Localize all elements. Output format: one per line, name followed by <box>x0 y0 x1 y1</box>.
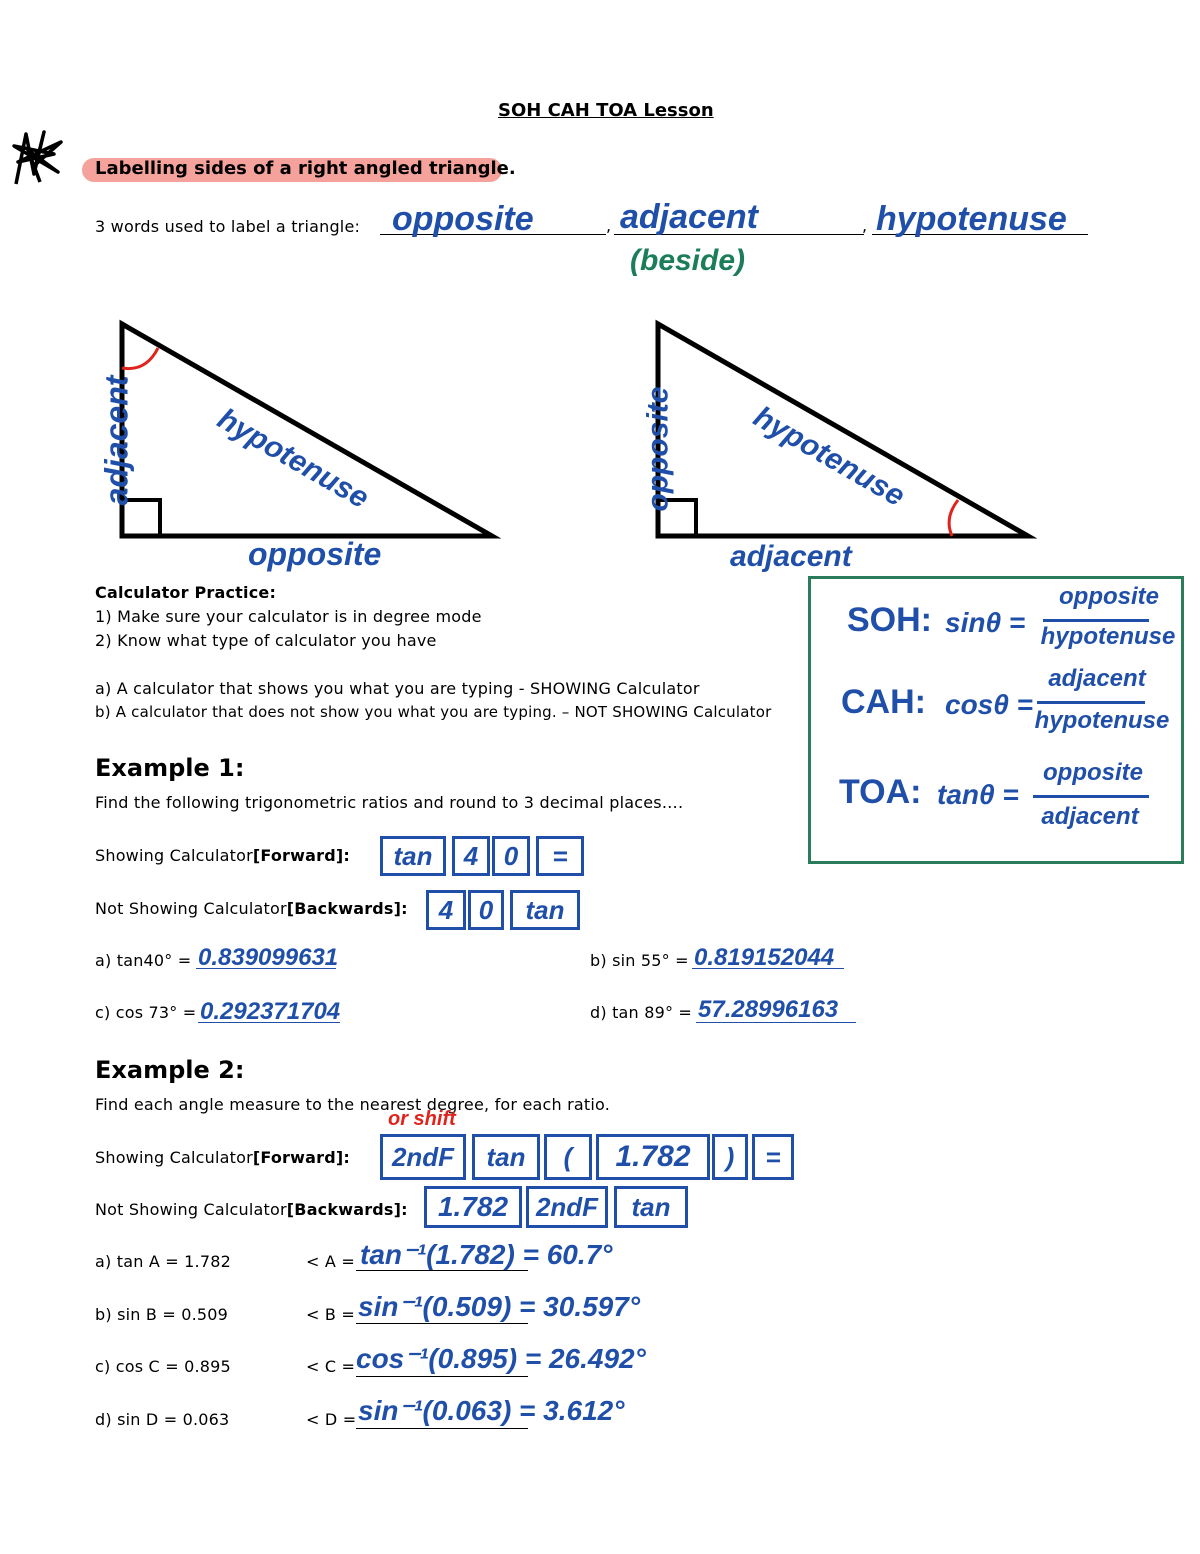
example2-heading: Example 2: <box>95 1056 245 1084</box>
example2-answer-a: tan⁻¹(1.782) = 60.7° <box>360 1239 613 1270</box>
notshowing-label-text: Not Showing Calculator <box>95 899 287 918</box>
key-4: 4 <box>452 836 490 876</box>
showing-label-bold: [Forward]: <box>252 1148 350 1167</box>
toa-function: tanθ = <box>937 779 1019 810</box>
key-0: 0 <box>492 836 530 876</box>
example1-answer-a: 0.839099631 <box>198 944 339 971</box>
calc-step-2: 2) Know what type of calculator you have <box>95 631 437 650</box>
example2-angle-b: < B = <box>306 1305 355 1324</box>
calc-step-1: 1) Make sure your calculator is in degree mode <box>95 607 482 626</box>
notshowing-label-bold: [Backwards]: <box>286 1200 408 1219</box>
soh-cah-toa-box <box>808 576 1184 864</box>
key-equals: = <box>536 836 584 876</box>
example1-question-b: b) sin 55° = <box>590 951 689 970</box>
example2-instruction: Find each angle measure to the nearest degree, for each ratio. <box>95 1095 611 1114</box>
word-hypotenuse: hypotenuse <box>876 200 1067 238</box>
example2-notshowing-label <box>95 1200 408 1219</box>
word-opposite: opposite <box>392 200 534 238</box>
example1-answer-d: 57.28996163 <box>698 996 839 1023</box>
answer-underline <box>356 1270 528 1271</box>
showing-label-bold: [Forward]: <box>252 846 350 865</box>
key-tan: tan <box>510 890 580 930</box>
key-tan: tan <box>380 836 446 876</box>
answer-underline <box>196 968 336 969</box>
key-equals: = <box>752 1134 794 1180</box>
cah-numerator: adjacent <box>1048 665 1146 692</box>
soh-denominator: hypotenuse <box>1040 623 1176 650</box>
answer-underline <box>692 968 844 969</box>
key-1782: 1.782 <box>596 1134 710 1180</box>
example1-question-a: a) tan40° = <box>95 951 192 970</box>
key-1782: 1.782 <box>424 1186 522 1228</box>
example2-question-c: c) cos C = 0.895 <box>95 1357 231 1376</box>
subtitle: Labelling sides of a right angled triangle. <box>95 158 516 179</box>
word-beside-note: (beside) <box>630 244 746 277</box>
toa-label: TOA: <box>839 773 922 811</box>
example2-question-b: b) sin B = 0.509 <box>95 1305 229 1324</box>
right-tri-vertical-label: opposite <box>641 386 675 512</box>
toa-fraction-bar <box>1033 795 1149 798</box>
key-4: 4 <box>426 890 466 930</box>
toa-denominator: adjacent <box>1041 803 1139 830</box>
key-0: 0 <box>468 890 504 930</box>
soh-numerator: opposite <box>1059 583 1159 610</box>
example2-question-d: d) sin D = 0.063 <box>95 1410 230 1429</box>
calc-type-b: b) A calculator that does not show you what you are typing. – NOT SHOWING Calculator <box>95 703 772 721</box>
answer-underline <box>356 1428 528 1429</box>
example1-question-c: c) cos 73° = <box>95 1003 197 1022</box>
example1-answer-b: 0.819152044 <box>694 944 835 971</box>
example2-angle-d: < D = <box>306 1410 357 1429</box>
page-title: SOH CAH TOA Lesson <box>498 100 714 121</box>
key-tan: tan <box>614 1186 688 1228</box>
key-tan: tan <box>472 1134 540 1180</box>
cah-function: cosθ = <box>945 689 1033 720</box>
comma-2: , <box>862 216 868 235</box>
comma-1: , <box>606 216 612 235</box>
example2-angle-a: < A = <box>306 1252 355 1271</box>
right-tri-hyp-label: hypotenuse <box>748 400 911 514</box>
scribble-mark <box>6 124 68 190</box>
example2-showing-label <box>95 1148 350 1167</box>
example2-angle-c: < C = <box>306 1357 356 1376</box>
answer-underline <box>356 1323 528 1324</box>
words-prompt: 3 words used to label a triangle: <box>95 217 361 236</box>
soh-fraction-bar <box>1043 619 1149 622</box>
key-close-paren: ) <box>712 1134 748 1180</box>
example1-showing-label <box>95 846 350 865</box>
example2-answer-b: sin⁻¹(0.509) = 30.597° <box>358 1291 641 1322</box>
toa-numerator: opposite <box>1043 759 1143 786</box>
calc-heading: Calculator Practice: <box>95 583 277 602</box>
showing-label-text: Showing Calculator <box>95 1148 253 1167</box>
soh-label: SOH: <box>847 601 932 639</box>
soh-function: sinθ = <box>945 607 1026 638</box>
example2-question-a: a) tan A = 1.782 <box>95 1252 231 1271</box>
example1-instruction: Find the following trigonometric ratios and round to 3 decimal places…. <box>95 793 684 812</box>
left-tri-hyp-label: hypotenuse <box>212 402 375 516</box>
showing-label-text: Showing Calculator <box>95 846 253 865</box>
key-2ndf: 2ndF <box>526 1186 608 1228</box>
word-adjacent: adjacent <box>620 198 758 236</box>
example1-answer-c: 0.292371704 <box>200 998 341 1025</box>
left-tri-vertical-label: adjacent <box>98 375 135 506</box>
left-tri-bottom-label: opposite <box>248 536 382 572</box>
cah-fraction-bar <box>1037 701 1145 704</box>
example1-notshowing-label <box>95 899 408 918</box>
key-open-paren: ( <box>544 1134 592 1180</box>
notshowing-label-bold: [Backwards]: <box>286 899 408 918</box>
answer-underline <box>198 1022 340 1023</box>
right-tri-bottom-label: adjacent <box>730 540 852 573</box>
example1-heading: Example 1: <box>95 754 245 782</box>
calc-type-a: a) A calculator that shows you what you are typing - SHOWING Calculator <box>95 679 700 698</box>
key-2ndf: 2ndF <box>380 1134 466 1180</box>
example1-question-d: d) tan 89° = <box>590 1003 693 1022</box>
example2-answer-c: cos⁻¹(0.895) = 26.492° <box>356 1343 646 1374</box>
answer-underline <box>696 1022 856 1023</box>
answer-underline <box>356 1376 528 1377</box>
notshowing-label-text: Not Showing Calculator <box>95 1200 287 1219</box>
cah-denominator: hypotenuse <box>1034 707 1170 734</box>
or-shift-note: or shift <box>388 1108 456 1130</box>
cah-label: CAH: <box>841 683 926 721</box>
example2-answer-d: sin⁻¹(0.063) = 3.612° <box>358 1395 625 1426</box>
